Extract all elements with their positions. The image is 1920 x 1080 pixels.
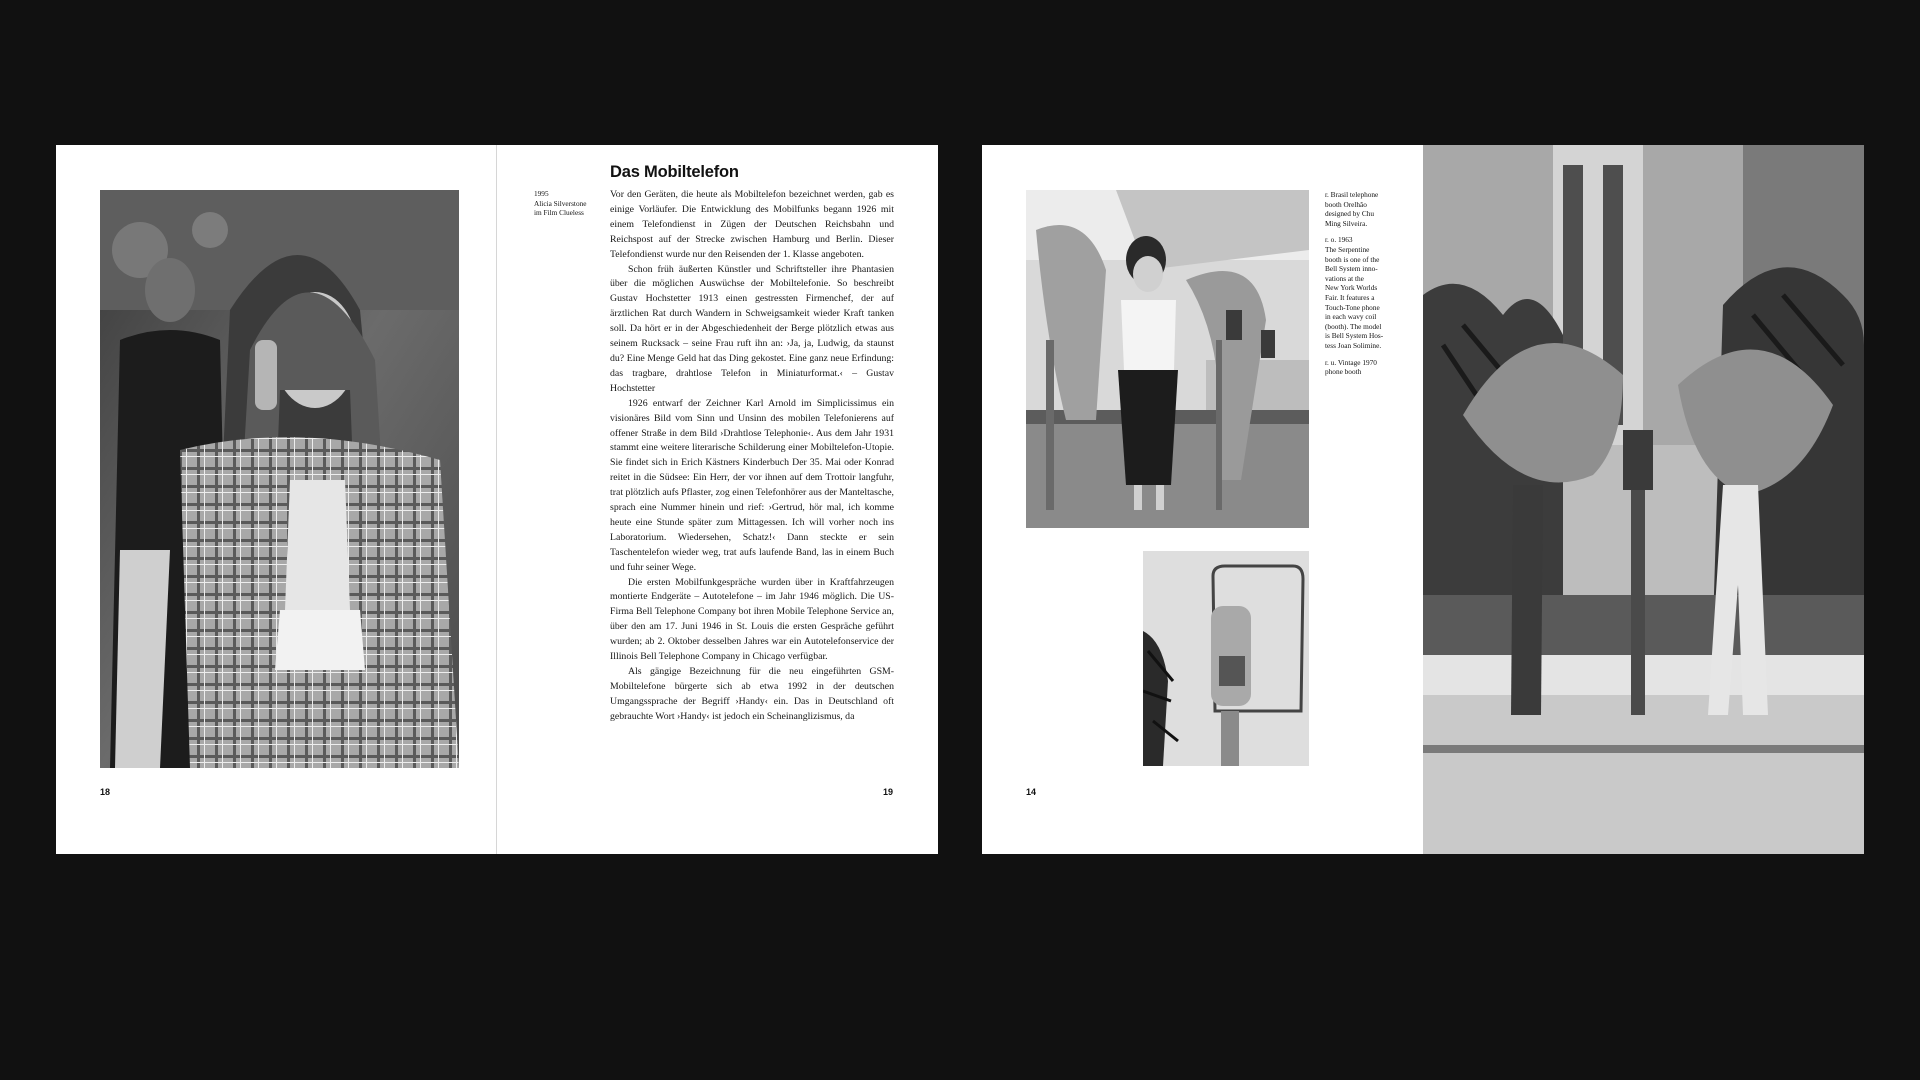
caption-line: im Film Clueless	[534, 208, 584, 218]
caption-block	[1325, 358, 1393, 377]
caption-line: (booth). The model	[1325, 321, 1382, 331]
orelhao-booth-photo	[1423, 145, 1864, 854]
page-number: 18	[100, 787, 111, 797]
photo-caption	[1325, 190, 1393, 384]
caption-line: Bell System inno-	[1325, 264, 1378, 274]
spread-gutter	[496, 145, 497, 854]
caption-line: The Serpentine	[1325, 244, 1370, 254]
caption-line: booth Orelhão	[1325, 199, 1367, 209]
caption-line: Touch-Tone phone	[1325, 302, 1380, 312]
caption-line: tess Joan Solimine.	[1325, 340, 1382, 350]
caption-line: phone booth	[1325, 367, 1362, 377]
article-paragraph: 1926 entwarf der Zeichner Karl Arnold im Simplicissimus ein visionäres Bild vom Sinn und Unsinn des mobilen Telefonierens auf offener Straße in dem Bild ›Drahtlose Telephonie‹. Aus dem Jahr 1931 stammt eine weitere literarische Schilderung einer Mobiltelefon-Utopie. Sie findet sich in Erich Kästners Kinderbuch Der 35. Mai oder Konrad reitet in die Südsee: Ein Herr, der vor ihnen auf dem Trottoir langfuhr, trat plötzlich aufs Pflaster, zog einen Telefonhörer aus der Manteltasche, sprach eine Nummer hinein und rief: ›Gertrud, hör mal, ich komme heute eine Stunde später zum Mittagessen. Ich will vorher noch ins Laboratorium. Wiedersehen, Schatz!‹ Dann steckte er sein Taschentelefon wieder weg, trat aufs laufende Band, las in einem Buch und fuhr seiner Wege.	[610, 397, 894, 573]
caption-line: booth is one of the	[1325, 254, 1380, 264]
caption-line: in each wavy coil	[1325, 312, 1377, 322]
page-number: 19	[883, 787, 894, 797]
article-title: Das Mobiltelefon	[610, 163, 739, 181]
book-spread-right	[982, 145, 1864, 854]
article-body	[610, 188, 894, 773]
vintage-booth-photo	[1143, 551, 1309, 766]
caption-line: vations at the	[1325, 273, 1364, 283]
caption-block	[1325, 235, 1393, 350]
caption-line: New York Worlds	[1325, 283, 1378, 293]
page-number: 14	[1026, 787, 1037, 797]
article-paragraph: Als gängige Bezeichnung für die neu eingeführten GSM-Mobiltelefone bürgerte sich ab etwa 1992 in der deutschen Umgangssprache der Begriff ›Handy‹ ein. Das in Deutschland oft gebrauchte Wort ›Handy‹ ist jedoch ein Scheinanglizismus, da	[610, 666, 894, 722]
article-paragraph: Vor den Geräten, die heute als Mobiltelefon bezeichnet werden, gab es einige Vorläufer. Die Entwicklung des Mobilfunks begann 1926 mit einem Telefondienst in Zügen der Deutschen Reichsbahn und Reichspost auf der Strecke zwischen Hamburg und Berlin. Dieser Telefondienst wurde nur den Reisenden der 1. Klasse angeboten.	[610, 189, 894, 260]
portrait-photo	[100, 190, 459, 768]
serpentine-booth-photo	[1026, 190, 1309, 528]
caption-line: Ming Silveira.	[1325, 218, 1368, 228]
photo-caption	[534, 189, 604, 218]
caption-line: Fair. It features a	[1325, 292, 1375, 302]
caption-line: designed by Chu	[1325, 209, 1375, 219]
caption-line: r. u. Vintage 1970	[1325, 357, 1377, 367]
caption-line: r. o. 1963	[1325, 235, 1353, 245]
caption-block	[1325, 190, 1393, 228]
caption-line: is Bell System Hos-	[1325, 331, 1384, 341]
article-paragraph: Schon früh äußerten Künstler und Schriftsteller ihre Phantasien über die möglichen Auswüchse der Mobiltelefonie. So beschreibt Gustav Hochstetter 1913 einen gestressten Firmenchef, der auf ärztlichen Rat durch Wandern in Schweigsamkeit wieder Kraft tanken soll. Da hört er in der Abgeschiedenheit der Berge plötzlich etwas aus seinem Rucksack – seine Frau ruft ihn an: ›Ja, ja, Ludwig, da staunst du? Eine Menge Geld hat das Ding gekostet. Eine ganz neue Erfindung: das tragbare, drahtlose Telefon in Miniaturformat.‹ – Gustav Hochstetter	[610, 263, 894, 394]
caption-line: r. Brasil telephone	[1325, 190, 1379, 199]
article-paragraph: Die ersten Mobilfunkgespräche wurden über in Kraftfahrzeugen montierte Endgeräte – Autotelefone – im Jahr 1946 möglich. Die US-Firma Bell Telephone Company bot ihren Mobile Telephone Service an, über den am 17. Juni 1946 in St. Louis die ersten Gespräche geführt wurden; ab 2. Oktober desselben Jahres war ein Autotelefonservice der Illinois Bell Telephone Company in Chicago verfügbar.	[610, 576, 894, 663]
caption-year: 1995	[534, 189, 549, 198]
caption-line: Alicia Silverstone	[534, 198, 587, 208]
